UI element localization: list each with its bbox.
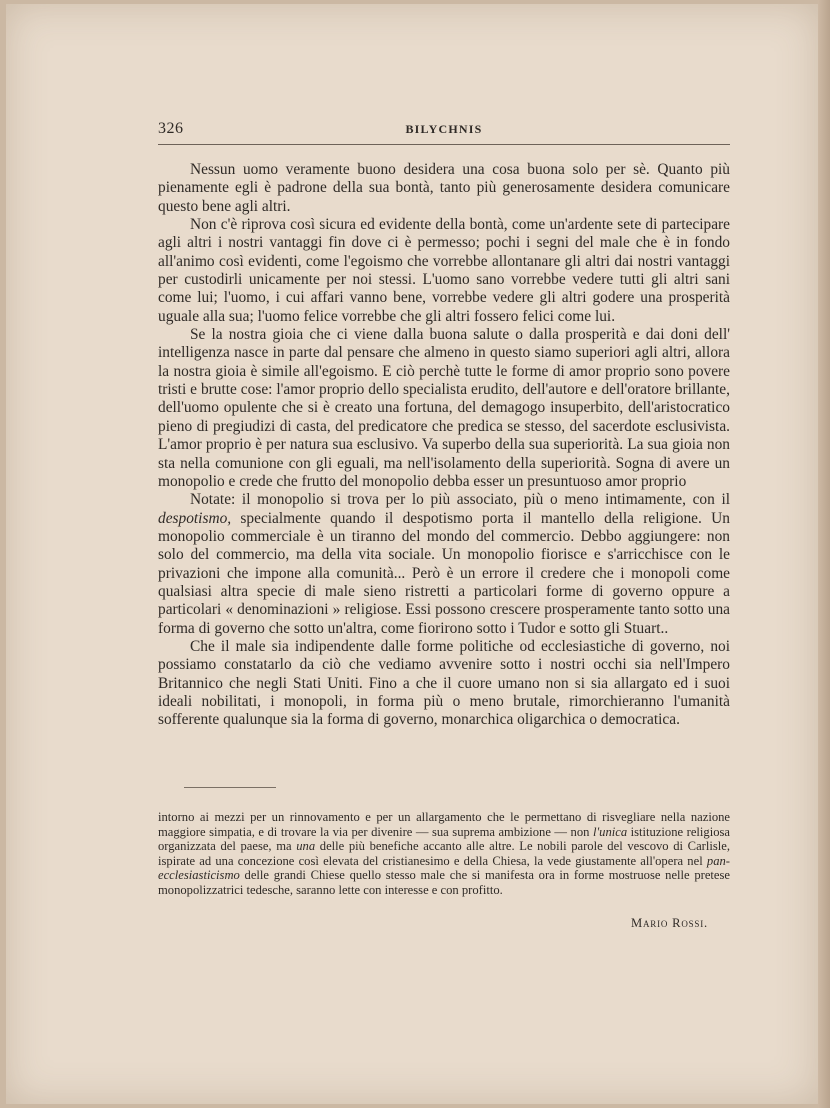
book-page bbox=[6, 4, 818, 1104]
paragraph-5: Che il male sia indipendente dalle forme politiche od ecclesiastiche di governo, noi possiamo constatarlo da ciò che vediamo avvenire sotto i nostri occhi sia nell'Impero Britannico che negli Stati Uniti. Fino a che il cuore umano non si sia allargato ed i suoi ideali nobilitati, i monopoli, in forma più o meno brutale, rimorchieranno l'umanità sofferente qualunque sia la forma di governo, monarchica oligarchica o democratica. bbox=[158, 637, 730, 729]
paragraph-4-part-b: specialmente quando il despotismo porta il mantello della religione. Un monopolio commerciale è un tiranno del mondo del commercio. Debbo aggiungere: non solo del commercio, ma della vita sociale. Un monopolio fiorisce e s'arricchisce con le privazioni che impone alla comunità... Però è un errore il credere che i monopoli come qualsiasi altra specie di male sieno ristretti a particolari forme di governo oppure a particolari « denominazioni » religiose. Essi possono crescere prosperamente tanto sotto una forma di governo che sotto un'altra, come fiorirono sotto i Tudor e sotto gli Stuart.. bbox=[158, 509, 730, 637]
body-text bbox=[158, 161, 730, 730]
footnote-part-a: intorno ai mezzi per un rinnovamento e per un allargamento che le permettano di risvegliare nella nazione maggiore simpatia, e di trovare la via per divenire — sua suprema ambizione — non bbox=[158, 810, 730, 839]
page-number: 326 bbox=[158, 120, 184, 137]
paragraph-1: Nessun uomo veramente buono desidera una cosa buona solo per sè. Quanto più pienamente egli è padrone della sua bontà, tanto più generosamente desidera comunicare questo bene agli altri. bbox=[158, 161, 730, 215]
footnote-separator bbox=[184, 787, 276, 788]
footnote-part-d: delle grandi Chiese quello stesso male che si manifesta ora in forme mostruose nelle pretese monopolizzatrici tedesche, saranno lette con interesse e con profitto. bbox=[158, 868, 730, 897]
paragraph-4 bbox=[158, 491, 730, 638]
paragraph-3: Se la nostra gioia che ci viene dalla buona salute o dalla prosperità e dai doni dell' intelligenza nasce in parte dal pensare che almeno in questo siamo superiori agli altri, allora la nostra gioia è simile all'egoismo. E ciò perchè tutte le forme di amor proprio sono povere tristi e brutte cose: l'amor proprio dello specialista erudito, dell'autore e dell'oratore brillante, dell'uomo opulente che si è creato una fortuna, del demagogo insuperbito, dell'aristocratico pieno di pregiudizi di casta, del predicatore che predica se stesso, del sacerdote esclusivista. L'amor proprio è per natura sua esclusivo. Va superbo della sua superiorità. La sua gioia non sta nella comunione con gli eguali, ma nell'isolamento della superiorità. Sogna di avere un monopolio e crede che frutto del monopolio debba esser un presuntuoso amor proprio bbox=[158, 326, 730, 490]
footnote-part-b: istituzione religiosa organizzata del paese, ma bbox=[158, 824, 730, 854]
page-edge bbox=[818, 0, 830, 1108]
footnote-emphasis-3: pan-ecclesiasticismo bbox=[158, 853, 730, 883]
paragraph-2: Non c'è riprova così sicura ed evidente della bontà, come un'ardente sete di partecipare agli altri i nostri vantaggi fin dove ci è permesso; pochi i segni del male che è in fondo all'animo così evidenti, come l'egoismo che vorrebbe allontanare gli altri dai nostri vantaggi per custodirli unicamente per noi stessi. L'uomo sano vorrebbe vedere tutti gli altri sani come lui; l'uomo, i cui affari vanno bene, vorrebbe vedere gli altri godere una prosperità uguale alla sua; l'uomo felice vorrebbe che gli altri fossero felici come lui. bbox=[158, 216, 730, 325]
running-title: BILYCHNIS bbox=[405, 122, 483, 136]
footnote-emphasis-2: una bbox=[296, 839, 316, 854]
author-signature: Mario Rossi. bbox=[630, 916, 708, 930]
footnote bbox=[158, 810, 730, 898]
footnote-emphasis-1: l'unica bbox=[592, 824, 628, 839]
paragraph-4-part-a: Notate: il monopolio si trova per lo più associato, più o meno intimamente, con il bbox=[190, 491, 730, 509]
page-header bbox=[158, 120, 730, 145]
footnote-part-c: delle più benefiche accanto alle altre. Le nobili parole del vescovo di Carlisle, ispirate ad una concezione così elevata del cristianesimo e della Chiesa, la vede giustamente all'opera nel bbox=[158, 839, 730, 868]
footnote-text bbox=[158, 810, 730, 898]
paragraph-4-emphasis: despotismo, bbox=[158, 509, 232, 527]
